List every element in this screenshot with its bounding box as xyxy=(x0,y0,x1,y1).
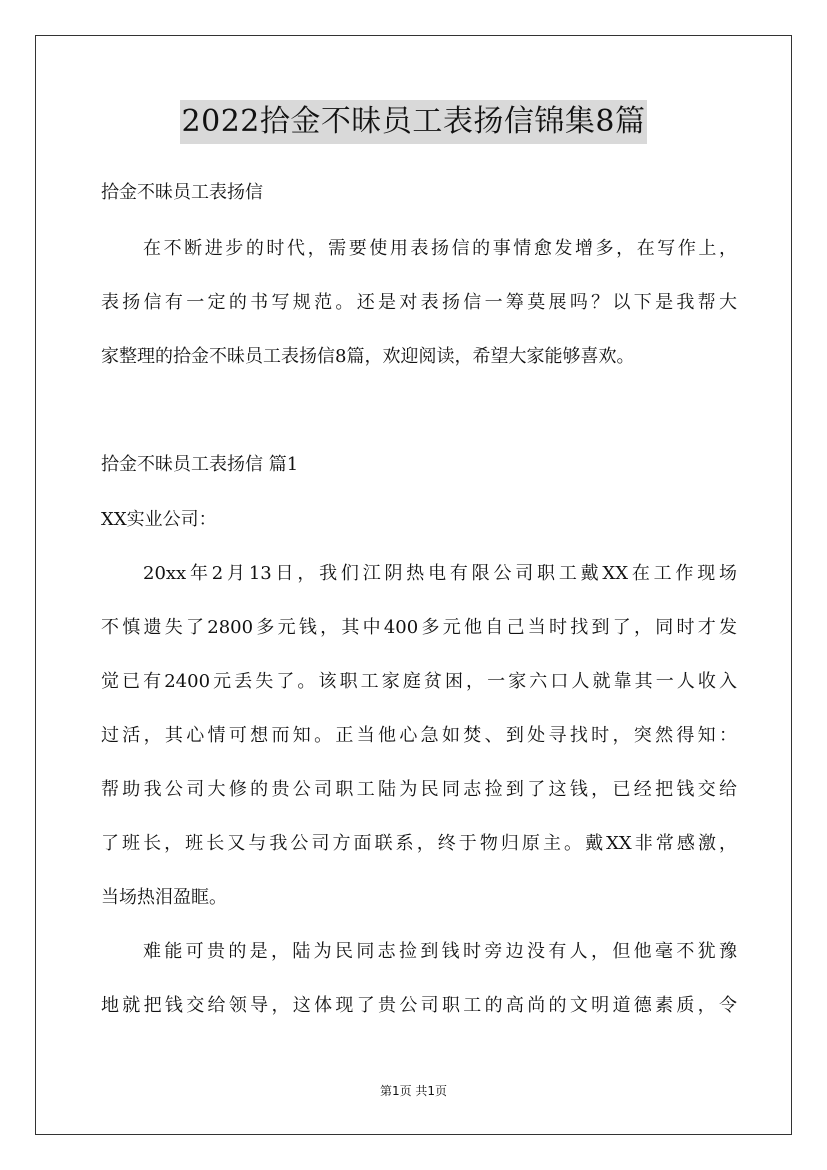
paragraph-line: 难能可贵的是，陆为民同志捡到钱时旁边没有人，但他毫不犹豫 xyxy=(143,941,737,962)
paragraph-line: 当场热泪盈眶。 xyxy=(101,887,227,908)
paragraph-line: 觉已有2400元丢失了。该职工家庭贫困，一家六口人就靠其一人收入 xyxy=(101,671,737,692)
paragraph-line: 帮助我公司大修的贵公司职工陆为民同志捡到了这钱，已经把钱交给 xyxy=(101,779,737,800)
page-number-footer: 第1页 共1页 xyxy=(379,1084,448,1098)
paragraph-line: 过活，其心情可想而知。正当他心急如焚、到处寻找时，突然得知： xyxy=(101,725,737,746)
intro-line: 在不断进步的时代，需要使用表扬信的事情愈发增多，在写作上， xyxy=(143,238,737,259)
salutation: XX实业公司： xyxy=(101,509,217,530)
section-heading: 拾金不昧员工表扬信 篇1 xyxy=(101,454,299,475)
paragraph-line: 20xx年2月13日，我们江阴热电有限公司职工戴XX在工作现场 xyxy=(143,563,737,584)
title-container xyxy=(0,100,827,144)
document-title: 2022拾金不昧员工表扬信锦集8篇 xyxy=(180,100,648,144)
intro-line: 表扬信有一定的书写规范。还是对表扬信一筹莫展吗？以下是我帮大 xyxy=(101,292,737,313)
paragraph-line: 了班长，班长又与我公司方面联系，终于物归原主。戴XX非常感激， xyxy=(101,833,737,854)
paragraph-line: 地就把钱交给领导，这体现了贵公司职工的高尚的文明道德素质，令 xyxy=(101,995,737,1016)
document-subtitle: 拾金不昧员工表扬信 xyxy=(101,182,263,203)
paragraph-line: 不慎遗失了2800多元钱，其中400多元他自己当时找到了，同时才发 xyxy=(101,617,737,638)
intro-line: 家整理的拾金不昧员工表扬信8篇，欢迎阅读，希望大家能够喜欢。 xyxy=(101,346,635,367)
